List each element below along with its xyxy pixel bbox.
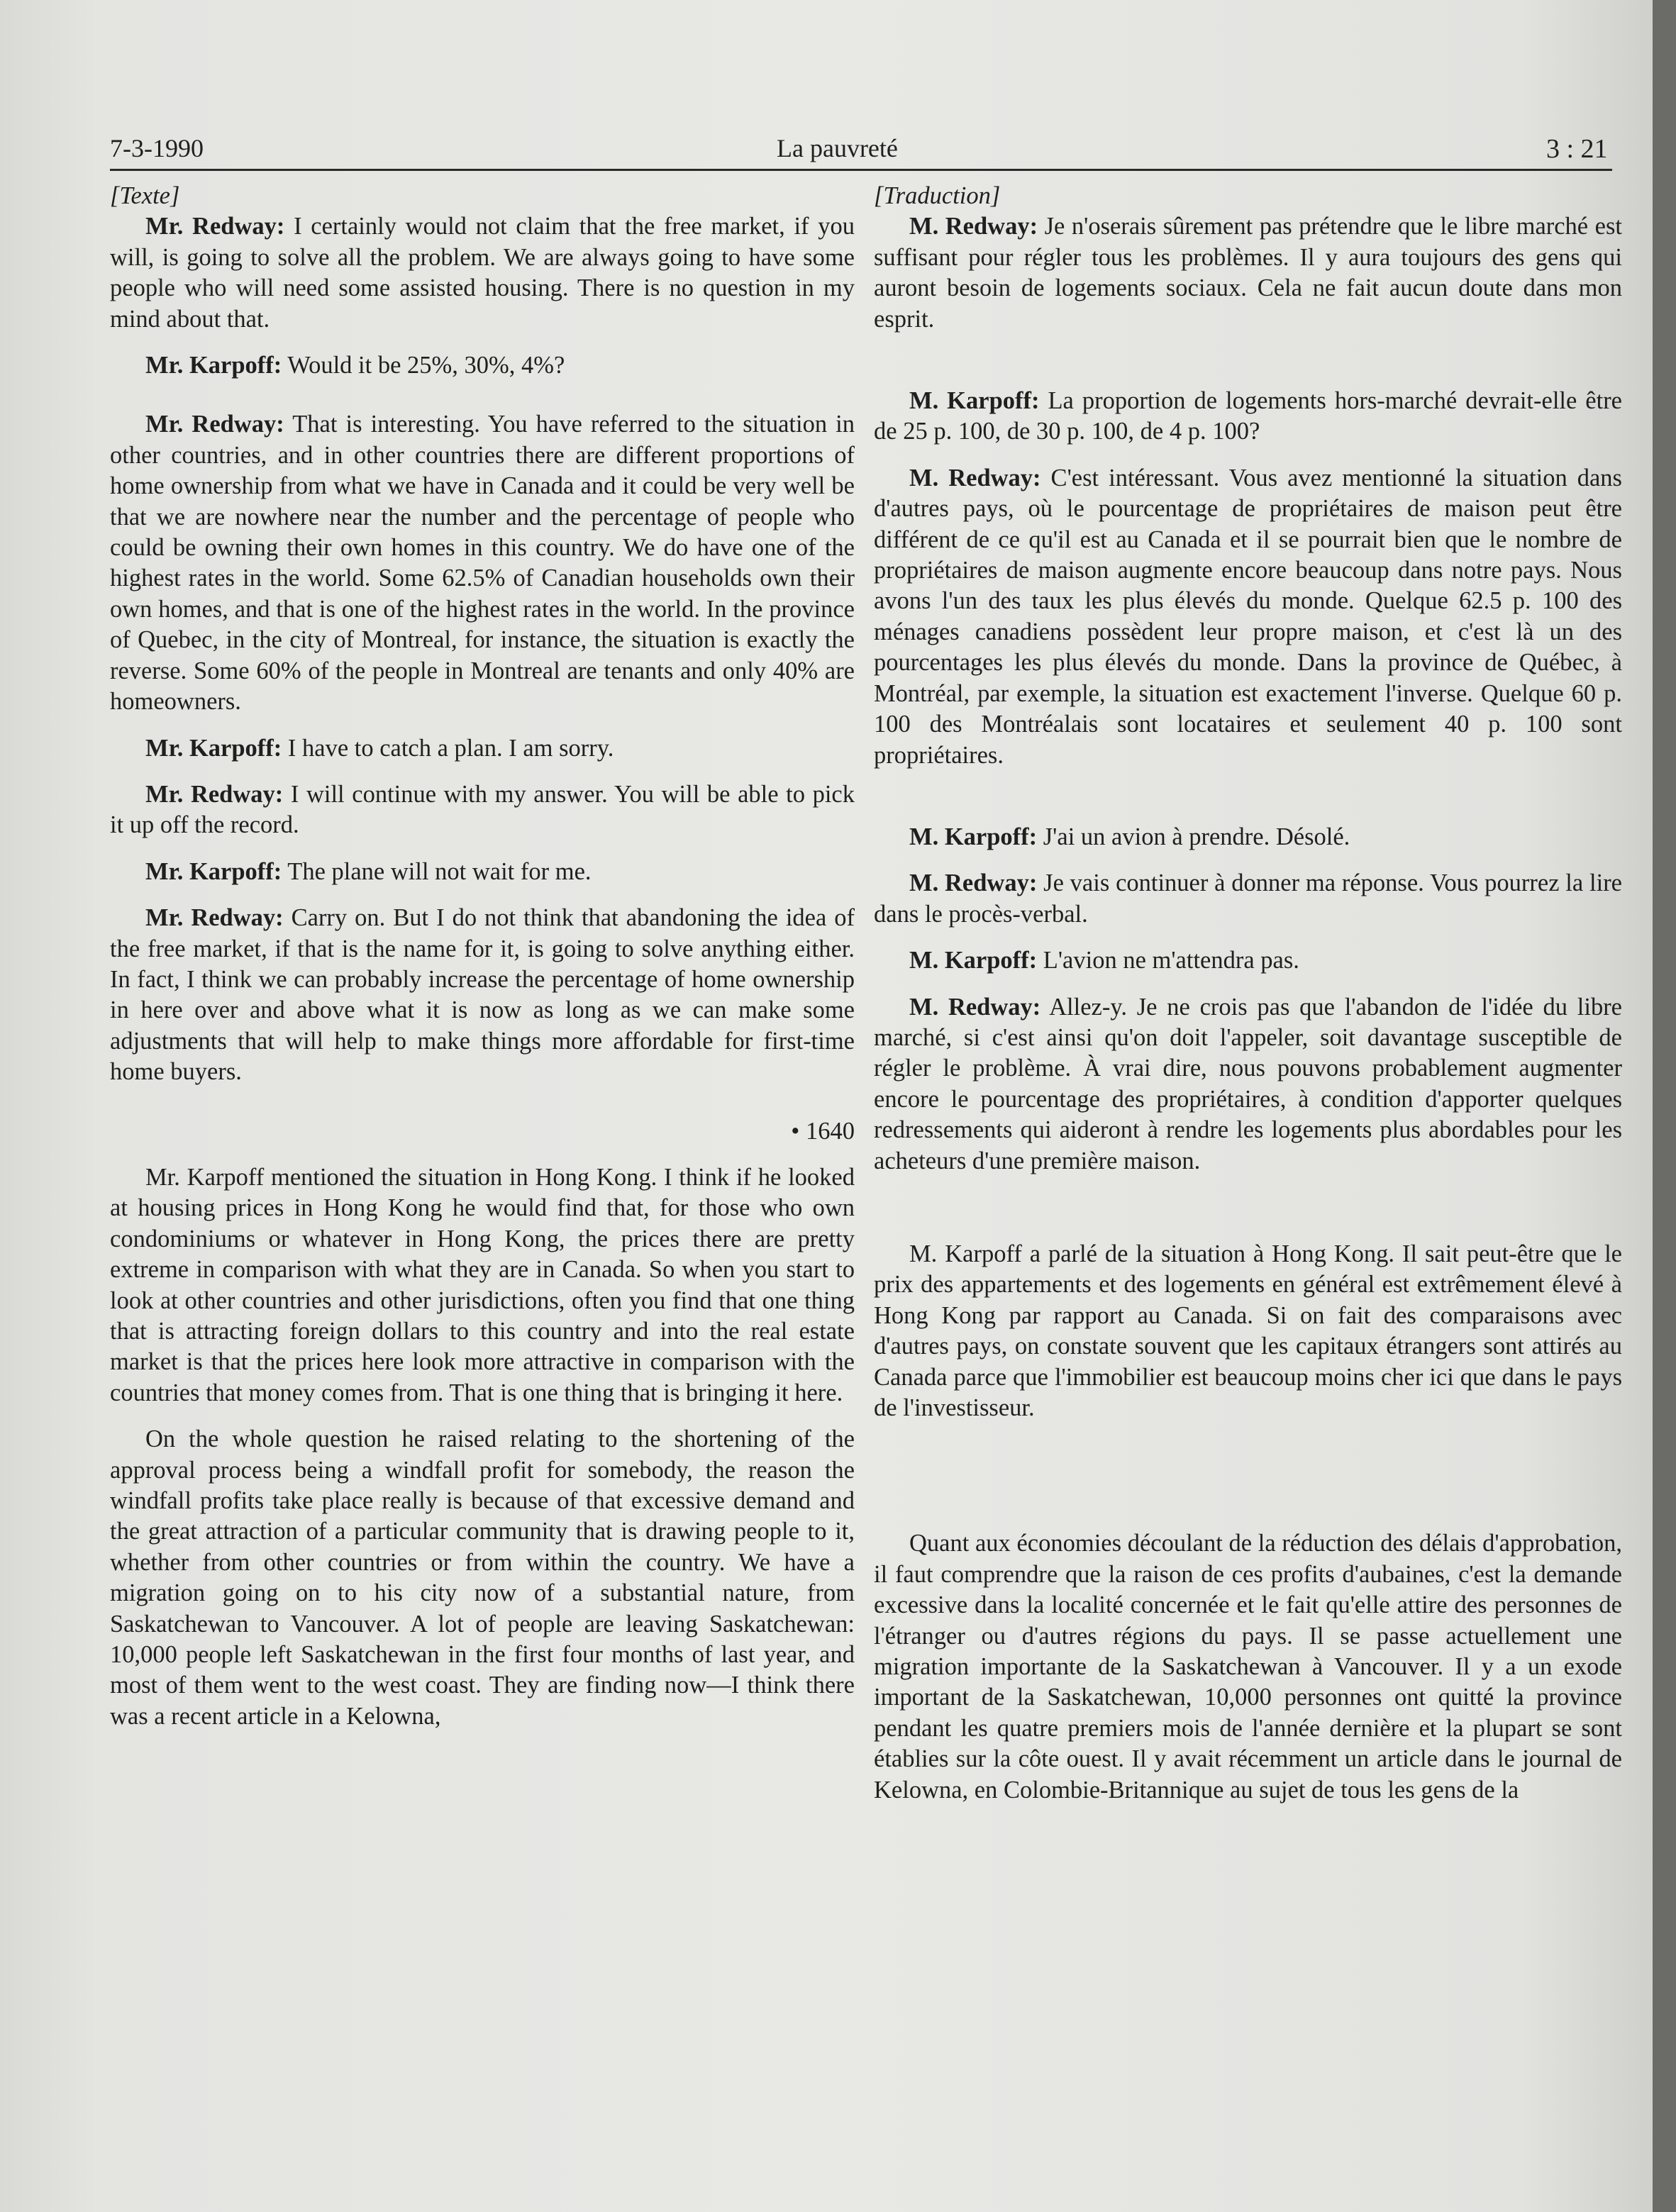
paragraph: On the whole question he raised relating to the shortening of the approval process being a windfall profit for somebody, the reason the windfall profits take place really is because of that excessive demand and the great attraction of a particular community that is drawing people to it, whether from other countries or from within the country. We have a migration going on to his city now of a substantial nature, from Saskatchewan to Vancouver. A lot of people are leaving Saskatchewan: 10,000 people left Saskatchewan in the first four months of last year, and most of them went to the west coast. They are finding now—I think there was a recent article in a Kelowna,	[110, 1425, 855, 1730]
paragraph	[874, 992, 1622, 1177]
speech-text: I will continue with my answer. You will be able to pick it up off the record.	[110, 780, 855, 839]
paragraph: Mr. Karpoff mentioned the situation in Hong Kong. I think if he looked at housing prices in Hong Kong he would find that, for those who own condominiums or whatever in Hong Kong, the prices there are pretty extreme in comparison with what they are in Canada. So when you start to look at other countries and other jurisdictions, often you find that one thing that is attracting foreign dollars to this country and into the real estate market is that the prices here look more attractive in comparison with the countries that money comes from. That is one thing that is bringing it here.	[110, 1163, 855, 1406]
paragraph	[110, 733, 855, 764]
speech-text: La proportion de logements hors-marché devrait-elle être de 25 p. 100, de 30 p. 100, de 4 p. 100?	[874, 387, 1622, 445]
header-rule	[110, 169, 1612, 171]
speech-text: Je n'oserais sûrement pas prétendre que le libre marché est suffisant pour régler tous les problèmes. Il y aura toujours des gens qui auront besoin de logements sociaux. Cela ne fait aucun doute dans mon esprit.	[874, 213, 1622, 333]
speech-text: J'ai un avion à prendre. Désolé.	[1037, 823, 1350, 850]
speaker: Mr. Karpoff:	[145, 857, 282, 885]
header-date: 7-3-1990	[110, 134, 204, 162]
speech-text: L'avion ne m'attendra pas.	[1037, 947, 1299, 974]
paragraph	[110, 857, 855, 887]
speaker: M. Karpoff:	[909, 387, 1040, 415]
time-mark: • 1640	[791, 1117, 855, 1145]
speaker: M. Redway:	[909, 993, 1041, 1021]
header-page-number: 3 : 21	[1546, 134, 1608, 164]
speaker: Mr. Redway:	[145, 904, 284, 932]
paragraph: Quant aux économies découlant de la réduction des délais d'approbation, il faut comprendre que la raison de ces profits d'aubaines, c'est la demande excessive dans la localité concernée et le fait qu'elle attire des personnes de l'étranger ou d'autres régions du pays. Il se passe actuellement une migration importante de la Saskatchewan à Vancouver. Il y a un exode important de la Saskatchewan, 10,000 personnes ont quitté la province pendant les quatre premiers mois de l'année dernière et la plupart se sont établies sur la côte ouest. Il y avait récemment un article dans le journal de Kelowna, en Colombie-Britannique au sujet de tous les gens de la	[874, 1530, 1622, 1803]
paragraph	[110, 409, 855, 717]
paragraph: M. Karpoff a parlé de la situation à Hong Kong. Il sait peut-être que le prix des appartements et des logements en général est extrêmement élevé à Hong Kong par rapport au Canada. Si on fait des comparaisons avec d'autres pays, on constate souvent que les capitaux étrangers sont attirés au Canada parce que l'immobilier est beaucoup moins cher ici que dans le pays de l'investisseur.	[874, 1240, 1622, 1421]
speaker: Mr. Karpoff:	[145, 734, 282, 762]
english-column	[110, 181, 855, 1732]
section-label: [Texte]	[110, 182, 180, 209]
paragraph	[874, 463, 1622, 771]
paragraph	[874, 822, 1622, 852]
paragraph	[110, 211, 855, 335]
speaker: Mr. Redway:	[145, 411, 284, 438]
french-column	[874, 181, 1622, 1806]
speech-text: I have to catch a plan. I am sorry.	[282, 734, 614, 762]
paragraph	[874, 945, 1622, 976]
speaker: M. Karpoff:	[909, 947, 1038, 974]
speaker: M. Redway:	[909, 464, 1041, 491]
paragraph	[110, 903, 855, 1087]
speaker: Mr. Karpoff:	[145, 352, 282, 379]
section-label: [Traduction]	[874, 182, 1001, 209]
paragraph	[874, 386, 1622, 448]
speech-text: I certainly would not claim that the free market, if you will, is going to solve all the problem. We are always going to have some people who will need some assisted housing. There is no question in my mind about that.	[110, 213, 855, 333]
header-title: La pauvreté	[777, 134, 898, 162]
speech-text: Carry on. But I do not think that abandoning the idea of the free market, if that is the name for it, is going to solve anything either. In fact, I think we can probably increase the percentage of home ownership in here over and above what it is now as long as we can make some adjustments that will help to make things more affordable for first-time home buyers.	[110, 904, 855, 1086]
speech-text: The plane will not wait for me.	[282, 857, 592, 885]
speaker: M. Redway:	[909, 869, 1038, 897]
speaker: Mr. Redway:	[145, 780, 284, 808]
scanner-edge	[1653, 0, 1676, 2212]
paragraph	[110, 779, 855, 841]
speaker: M. Karpoff:	[909, 823, 1038, 850]
speaker: Mr. Redway:	[145, 213, 285, 240]
paragraph	[874, 211, 1622, 335]
speech-text: C'est intéressant. Vous avez mentionné la situation dans d'autres pays, où le pourcentage de propriétaires de maison peut être différent de ce qu'il est au Canada et il se pourrait bien que le nombre de propriétaires de maison augmente encore beaucoup dans notre pays. Nous avons l'un des taux les plus élevés du monde. Quelque 62.5 p. 100 des ménages canadiens possèdent leur propre maison, et c'est là un des pourcentages les plus élevés du monde. Dans la province de Québec, à Montréal, par exemple, la situation est exactement l'inverse. Quelque 60 p. 100 des Montréalais sont locataires et seulement 40 p. 100 sont propriétaires.	[874, 464, 1622, 769]
speaker: M. Redway:	[909, 213, 1038, 240]
paragraph	[110, 350, 855, 381]
speech-text: Would it be 25%, 30%, 4%?	[282, 352, 565, 379]
paragraph	[874, 868, 1622, 930]
speech-text: That is interesting. You have referred to the situation in other countries, and in other countries there are different proportions of home ownership from what we have in Canada and it could be very well be that we are nowhere near the number and the percentage of people who could be owning their own homes in this country. We do have one of the highest rates in the world. Some 62.5% of Canadian households own their own homes, and that is one of the highest rates in the world. In the province of Quebec, in the city of Montreal, for instance, the situation is exactly the reverse. Some 60% of the people in Montreal are tenants and only 40% are homeowners.	[110, 411, 855, 716]
speech-text: Je vais continuer à donner ma réponse. Vous pourrez la lire dans le procès-verbal.	[874, 869, 1622, 928]
speech-text: Allez-y. Je ne crois pas que l'abandon de l'idée du libre marché, si c'est ainsi qu'on doit l'appeler, soit davantage susceptible de régler le problème. À vrai dire, nous pouvons probablement augmenter encore le pourcentage des propriétaires, à condition d'apporter quelques redressements qui aideront à rendre les logements plus abordables pour les acheteurs d'une première maison.	[874, 993, 1622, 1174]
